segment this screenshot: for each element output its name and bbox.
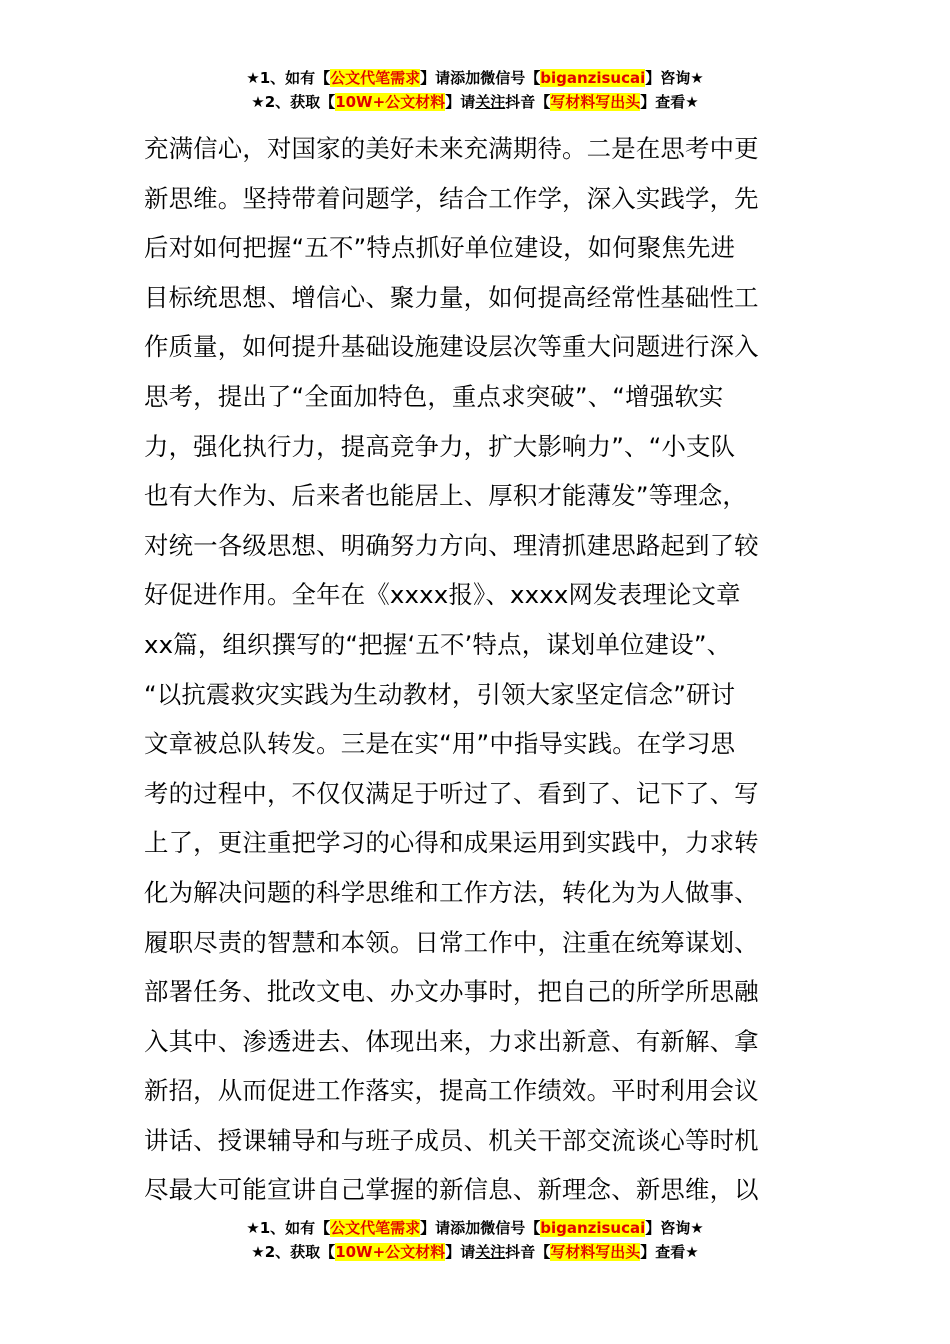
body-line: 充满信心，对国家的美好未来充满期待。二是在思考中更	[144, 134, 759, 163]
banner-text: ★1、如有【	[246, 69, 331, 87]
banner-text: ★2、获取【	[251, 93, 336, 111]
body-line: 力，强化执行力，提高竞争力，扩大影响力”、“小支队	[144, 431, 736, 461]
banner-text: 关注	[475, 1243, 506, 1261]
body-line: 上了，更注重把学习的心得和成果运用到实践中，力求转	[144, 828, 759, 858]
banner-text: 加	[465, 1219, 481, 1237]
body-line: 好促进作用。全年在《xxxx报》、xxxx网发表理论文章	[144, 580, 741, 610]
footer-banner	[0, 1216, 950, 1264]
highlight-materials: 10W+公文材料	[335, 93, 446, 111]
body-line: 后对如何把握“五不”特点抓好单位建设，如何聚焦先进	[144, 233, 736, 263]
banner-text: 】查看★	[640, 1243, 699, 1261]
body-line: 讲话、授课辅导和与班子成员、机关干部交流谈心等时机	[144, 1125, 759, 1155]
body-line: 文章被总队转发。三是在实“用”中指导实践。在学习思	[144, 729, 736, 759]
body-line: 入其中、渗透进去、体现出来，力求出新意、有新解、拿	[144, 1026, 759, 1056]
body-line: 新思维。坚持带着问题学，结合工作学，深入实践学，先	[144, 183, 759, 213]
banner-line-2	[0, 1240, 950, 1264]
body-line: “以抗震救灾实践为生动教材，引领大家坚定信念”研讨	[144, 679, 736, 709]
body-line: 目标统思想、增信心、聚力量，如何提高经常性基础性工	[144, 282, 759, 312]
body-line: 考的过程中，不仅仅满足于听过了、看到了、记下了、写	[144, 778, 759, 808]
body-line: 化为解决问题的科学思维和工作方法，转化为为人做事、	[144, 877, 759, 907]
body-line: 也有大作为、后来者也能居上、厚积才能薄发”等理念，	[144, 481, 748, 511]
banner-text: 】咨询★	[645, 1219, 704, 1237]
banner-line-2	[0, 90, 950, 114]
banner-text: 抖音【	[505, 1243, 551, 1261]
banner-text: 】咨询★	[645, 69, 704, 87]
banner-text: 】请	[445, 1243, 476, 1261]
body-line: 思考，提出了“全面加特色，重点求突破”、“增强软实	[144, 381, 724, 411]
highlight-douyin: 写材料写出头	[550, 1243, 641, 1261]
banner-text: 关注	[475, 93, 506, 111]
body-line: 部署任务、批改文电、办文办事时，把自己的所学所思融	[144, 977, 759, 1007]
body-line: 尽最大可能宣讲自己掌握的新信息、新理念、新思维，以	[144, 1175, 759, 1205]
header-banner	[0, 66, 950, 114]
body-line: 新招，从而促进工作落实，提高工作绩效。平时利用会议	[144, 1076, 759, 1106]
body-line: 作质量，如何提升基础设施建设层次等重大问题进行深入	[144, 332, 759, 362]
banner-text: 加	[465, 69, 481, 87]
body-line: xx篇，组织撰写的“把握‘五不’特点，谋划单位建设”、	[144, 629, 732, 659]
body-line: 对统一各级思想、明确努力方向、理清抓建思路起到了较	[144, 530, 759, 560]
highlight-service: 公文代笔需求	[330, 69, 421, 87]
banner-text: 】请	[445, 93, 476, 111]
banner-text: 微信号【	[480, 69, 541, 87]
banner-text: 】请添	[420, 69, 466, 87]
banner-text: 抖音【	[505, 93, 551, 111]
highlight-wechat-id: biganzisucai	[540, 1219, 646, 1237]
banner-text: ★2、获取【	[251, 1243, 336, 1261]
banner-text: 】查看★	[640, 93, 699, 111]
highlight-wechat-id: biganzisucai	[540, 69, 646, 87]
banner-line-1	[0, 1216, 950, 1240]
highlight-service: 公文代笔需求	[330, 1219, 421, 1237]
banner-text: 】请添	[420, 1219, 466, 1237]
banner-text: 微信号【	[480, 1219, 541, 1237]
document-body	[144, 124, 809, 1215]
highlight-douyin: 写材料写出头	[550, 93, 641, 111]
banner-text: ★1、如有【	[246, 1219, 331, 1237]
body-line: 履职尽责的智慧和本领。日常工作中，注重在统筹谋划、	[144, 927, 759, 957]
highlight-materials: 10W+公文材料	[335, 1243, 446, 1261]
banner-line-1	[0, 66, 950, 90]
